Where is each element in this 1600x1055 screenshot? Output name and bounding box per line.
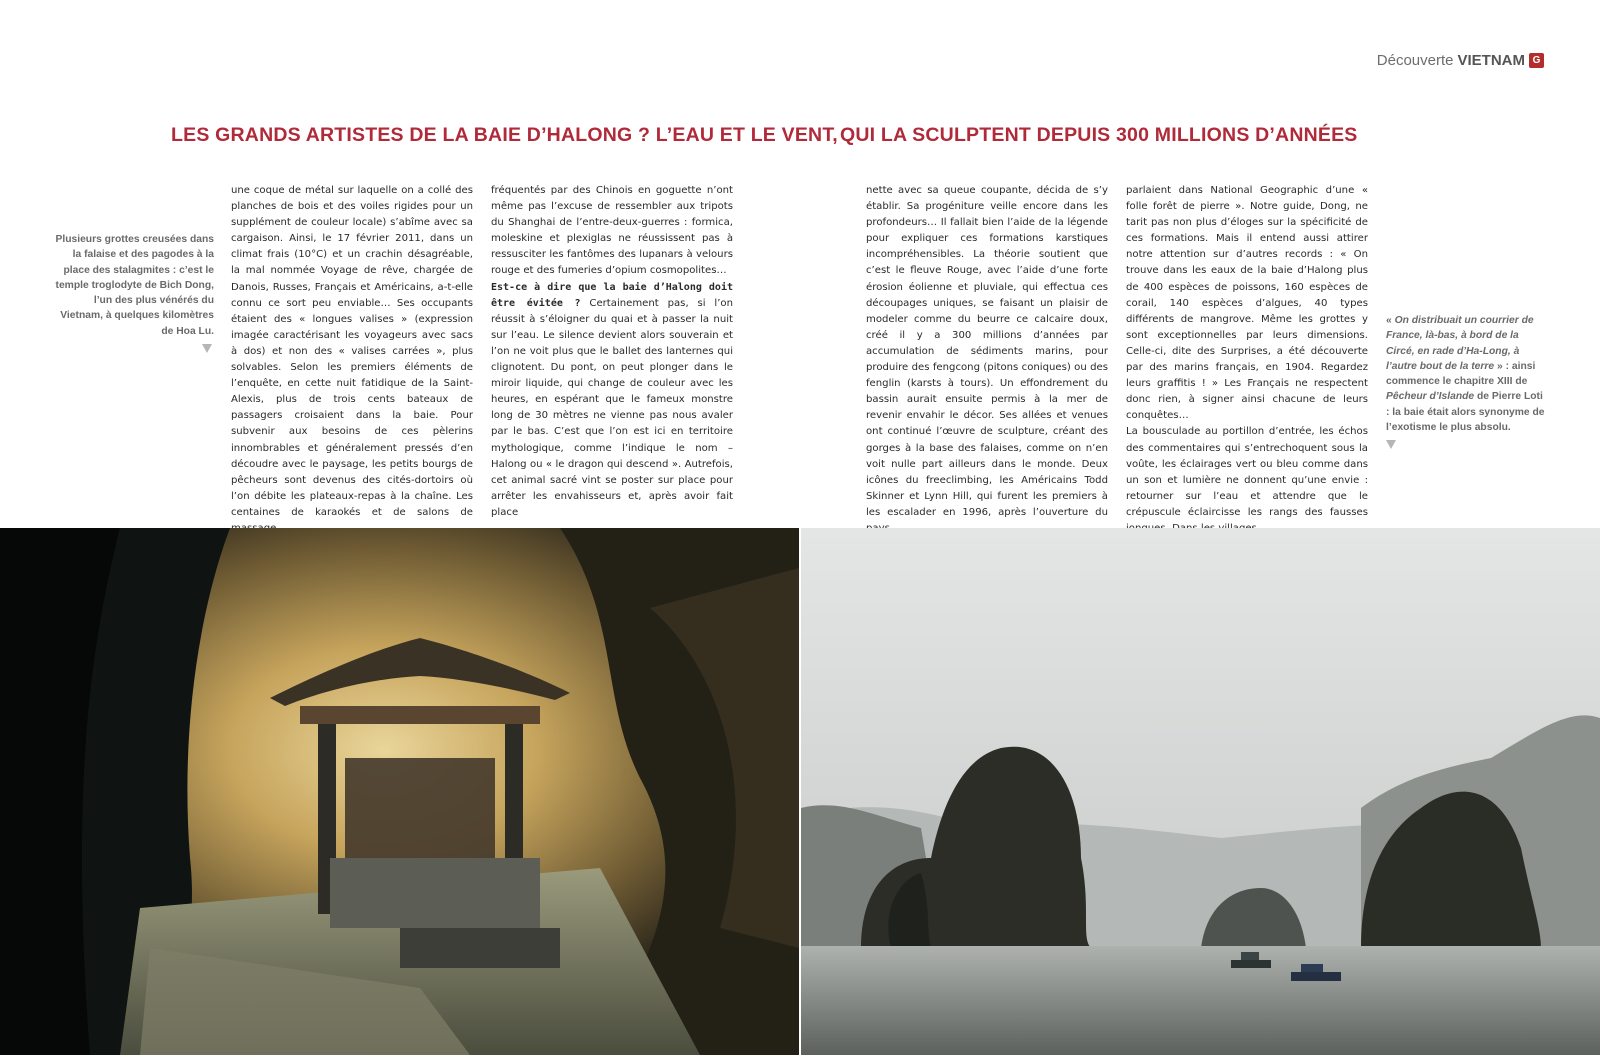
triangle-down-icon: [1386, 440, 1396, 449]
cave-temple-photo: [0, 528, 799, 1055]
column-2-lead-question: Est-ce à dire que la baie d’Halong doit être évitée ?: [491, 281, 733, 309]
caption-left-text: Plusieurs grottes creusées dans la falaise et des pagodes à la place des stalagmites : c’est le temple troglodyte de Bich Dong, l’un des plus vénérés du Vietnam, à quelques kilomètres de Hoa Lu.: [55, 234, 214, 337]
caption-right-quote: On distribuait un courrier de France, là-bas, à bord de la Circé, en rade d’Ha-Long, à l’autre bout de la terre: [1386, 315, 1534, 372]
article-column-3: [866, 183, 1108, 518]
column-3-text: nette avec sa queue coupante, décida de s’y établir. Sa progéniture veille encore dans les profondeurs… Il fallait bien l’aide de la légende pour expliquer ces formations karstiques incompréhensibles. La théorie soutient que c’est le fleuve Rouge, avec l’aide d’une forte érosion éolienne et pluviale, qui effectua ces découpages uniques, se faisant un plaisir de modeler comme du beurre ce calcaire doux, créé il y a 300 millions d’années par accumulation de sédiments marins, pour produire des fengcong (pitons coniques) ou des fenglin (karsts à tours). Un effondrement du bassin aurait ensuite permis à la mer de revenir envahir le décor. Ses allées et venues ont continué l’œuvre de sculpture, créant des gorges à la base des falaises, comme on n’en voit nulle part ailleurs dans le monde. Deux icônes du freeclimbing, les Américains Todd Skinner et Lynn Hill, qui furent les premiers à les escalader en 1996, après l’ouverture du: [866, 185, 1108, 518]
article-column-2: [491, 183, 733, 518]
headline-right: QUI LA SCULPTENT DEPUIS 300 MILLIONS D’ANNÉES: [840, 124, 1358, 146]
caption-left: [52, 232, 214, 353]
folio: [1377, 52, 1544, 69]
caption-right: [1386, 313, 1546, 449]
caption-right-quote-close: » : ainsi commence le chapitre XIII de: [1386, 360, 1536, 388]
column-1-text: une coque de métal sur laquelle on a collé des planches de bois et des voiles rigides pour un supplément de couleur locale) s’abîme avec sa cargaison. Ainsi, le 17 février 2011, dans un climat frais (10°C) et un crachin désagréable, la mal nommée Voyage de rêve, chargée de Danois, Russes, Français et Américains, a-t-elle connu ce sort peu enviable… Ses occupants étaient des « longues valises » (expression imagée caractérisant les voyageurs avec sacs à dos) et non des « valises carrées », plus solvables. Selon les premiers éléments de l’enquête, en cette nuit fatidique de la Saint-Alexis, plus de trois cents bateaux de passagers croisaient dans la baie. Pour subvenir aux besoins de ces pèlerins innombrables et généralement pressés d’en découdre avec le paysage, les petits bourgs de pêcheurs sont devenus des cités-dortoirs où l’on débite les plateaux-repas à la chaîne. Les centaines de karaokés et de salons de: [231, 185, 473, 518]
triangle-down-icon: [202, 344, 212, 353]
folio-section: Découverte: [1376, 52, 1454, 69]
headline-left: LES GRANDS ARTISTES DE LA BAIE D’HALONG ? L’EAU ET LE VENT,: [171, 124, 838, 146]
column-2-text-b: Certainement pas, si l’on réussit à s’éloigner du quai et à passer la nuit sur l’eau. Le silence devient alors souverain et l’on ne voit plus que le ballet des lanternes qui clignotent. Du pont, on peut plonger dans le miroir liquide, qui change de couleur avec les heures, en espérant que le fameux monstre long de 30 mètres ne vienne pas nous avaler par le bas. C’est que l’on est ici en territoire mythologique, comme l’indique le nom – Halong ou « le dragon qui descend ». Autrefois, cet animal sacré vint se poster sur place pour arrêter les envahisseurs et, après avoir fait place: [491, 297, 733, 518]
caption-right-quote-open: «: [1386, 315, 1392, 326]
logo-badge-icon: G: [1529, 53, 1544, 68]
folio-country: VIETNAM: [1457, 52, 1525, 69]
column-4-text-a: parlaient dans National Geographic d’une « folle forêt de pierre ». Notre guide, Dong, ne tarit pas non plus d’éloges sur la spécificité de ces formations. Mais il entend aussi attirer notre attention sur d’autres records : « On trouve dans les eaux de la baie d’Halong plus de 400 espèces de poissons, 160 espèces de corail, 140 espèces d’algues, 40 types différents de mangrove. Même les grottes y sont exceptionnelles par leurs dimensions. Celle-ci, dite des Surprises, a été découverte par des marins français, en 1904. Regardez leurs graffitis ! » Les Français ne respectent donc rien, à signer ainsi chacune de leurs conquêtes…: [1126, 185, 1368, 422]
caption-right-book: Pêcheur d’Islande: [1386, 391, 1475, 403]
column-2-text-a: fréquentés par des Chinois en goguette n’ont même pas l’excuse de ressembler aux tripots du Shanghai de l’entre-deux-guerres : formica, moleskine et plexiglas ne réussissent pas à ressusciter les fantômes des lupanars à velours rouge et des fumeries d’opium cosmopolites…: [491, 185, 733, 277]
article-column-4: [1126, 183, 1368, 518]
article-column-1: [231, 183, 473, 518]
halong-bay-photo: [801, 528, 1600, 1055]
column-4-text-b: La bousculade au portillon d’entrée, les échos des commentaires qui s’entrechoquent sous la voûte, les éclairages vert ou bleu comme dans un son et lumière ne donnent qu’une envie : retourner sur l’eau et attendre que le crépuscule éclaircisse les rangs des fausses: [1126, 426, 1368, 518]
caption-right-rest: de Pierre Loti : la baie était alors synonyme de l’exotisme le plus absolu.: [1386, 391, 1545, 434]
